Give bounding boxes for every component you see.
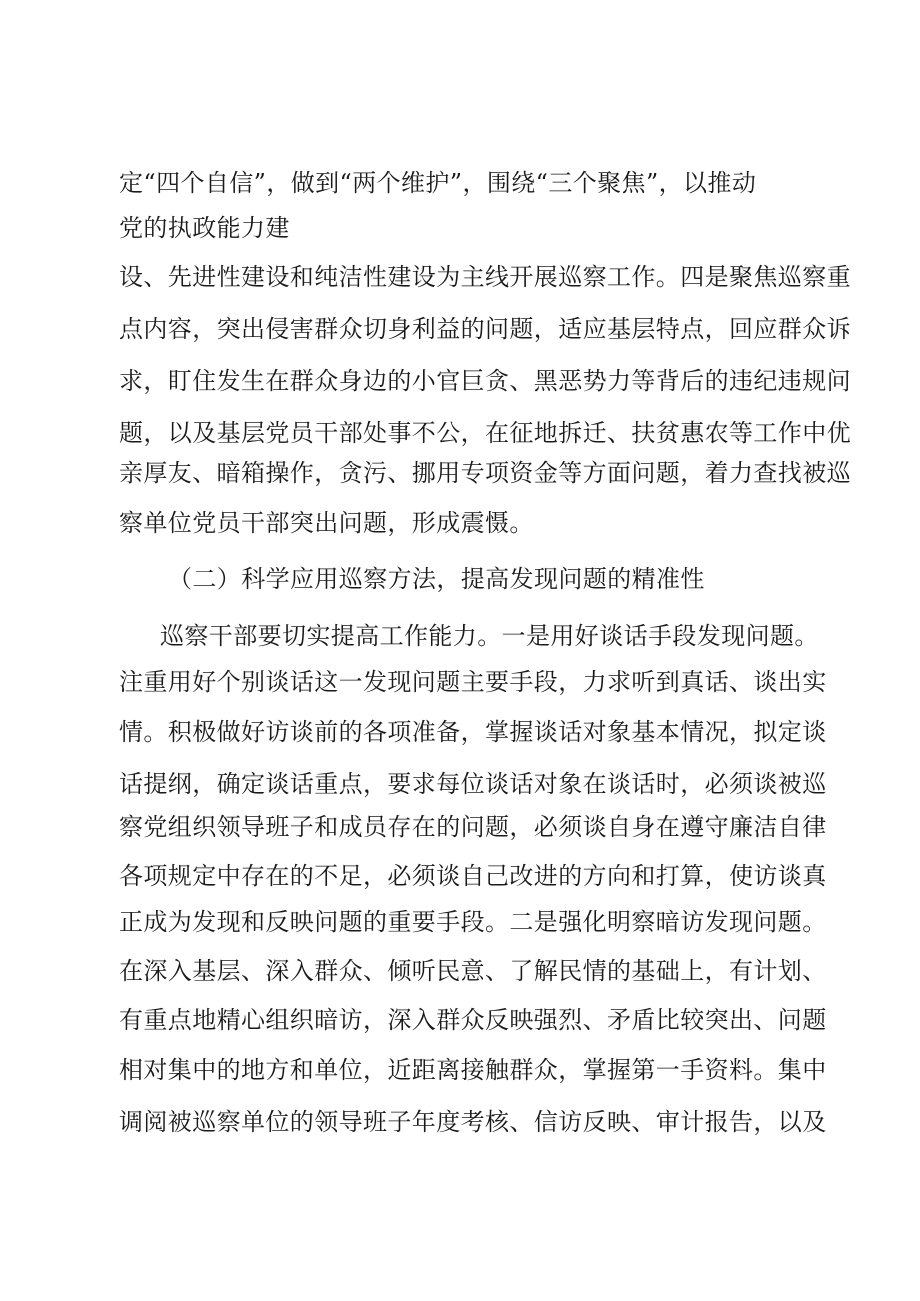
text-line: 调阅被巡察单位的领导班子年度考核、信访反映、审计报告，以及 (119, 1108, 827, 1136)
text-line: 各项规定中存在的不足，必须谈自己改进的方向和打算，使访谈真 (119, 862, 827, 890)
text-line: 察单位党员干部突出问题，形成震慑。 (119, 509, 534, 537)
text-line: 设、先进性建设和纯洁性建设为主线开展巡察工作。四是聚焦巡察重 (119, 263, 851, 291)
text-line: 题，以及基层党员干部处事不公，在征地拆迁、扶贫惠农等工作中优 (119, 419, 851, 447)
text-line: 巡察干部要切实提高工作能力。一是用好谈话手段发现问题。 (160, 622, 819, 650)
text-line: 在深入基层、深入群众、倾听民意、了解民情的基础上，有计划、 (119, 957, 827, 985)
text-line: 求，盯住发生在群众身边的小官巨贪、黑恶势力等背后的违纪违规问 (119, 367, 851, 395)
text-line: 点内容，突出侵害群众切身利益的问题，适应基层特点，回应群众诉 (119, 315, 851, 343)
section-heading: （二）科学应用巡察方法，提高发现问题的精准性 (168, 565, 705, 593)
text-line: 定“四个自信”，做到“两个维护”，围绕“三个聚焦”，以推动 (119, 169, 757, 197)
text-line: 有重点地精心组织暗访，深入群众反映强烈、矛盾比较突出、问题 (119, 1006, 827, 1034)
text-line: 党的执政能力建 (119, 214, 290, 242)
text-line: 注重用好个别谈话这一发现问题主要手段，力求听到真话、谈出实 (119, 668, 827, 696)
text-line: 情。积极做好访谈前的各项准备，掌握谈话对象基本情况，拟定谈 (119, 718, 827, 746)
text-line: 话提纲，确定谈话重点，要求每位谈话对象在谈话时，必须谈被巡 (119, 770, 827, 798)
text-line: 亲厚友、暗箱操作，贪污、挪用专项资金等方面问题，着力查找被巡 (119, 459, 851, 487)
text-line: 察党组织领导班子和成员存在的问题，必须谈自身在遵守廉洁自律 (119, 813, 827, 841)
text-line: 相对集中的地方和单位，近距离接触群众，掌握第一手资料。集中 (119, 1056, 827, 1084)
text-line: 正成为发现和反映问题的重要手段。二是强化明察暗访发现问题。 (119, 908, 827, 936)
